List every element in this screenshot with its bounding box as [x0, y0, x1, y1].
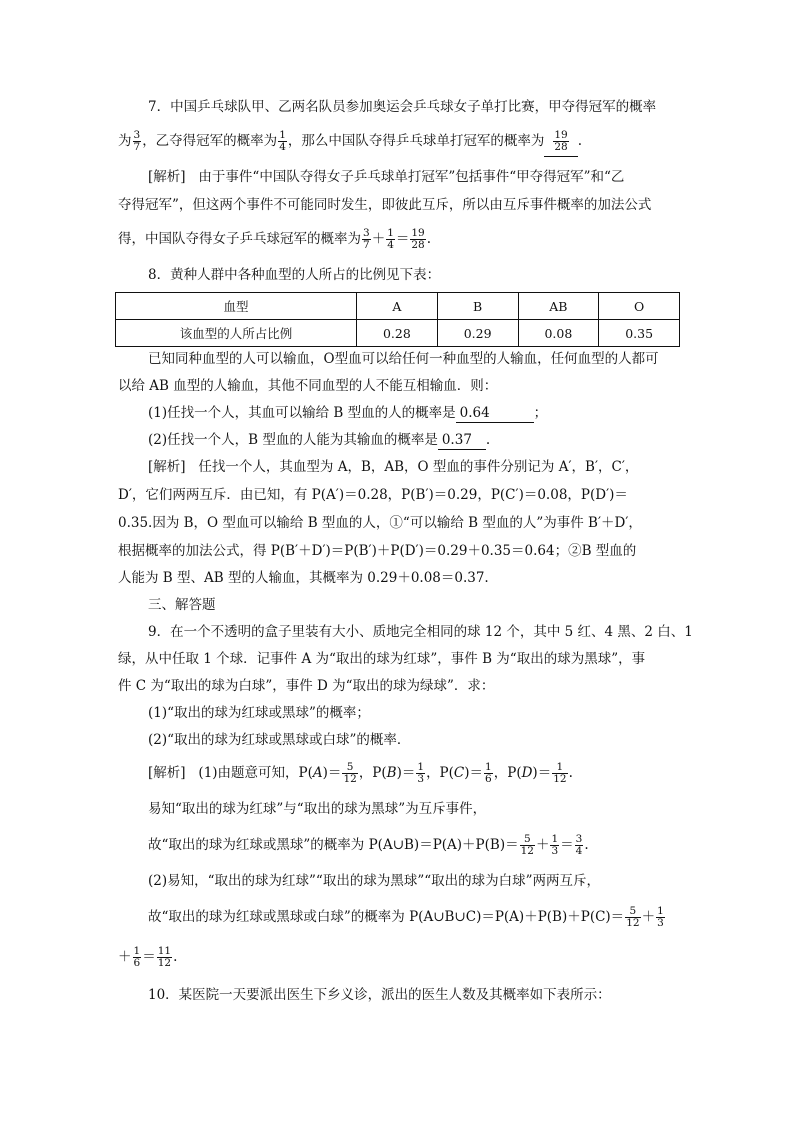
- q8-sub-1: (1)任找一个人，其血可以输给 B 型血的人的概率是 0.64 ；: [148, 405, 548, 421]
- table-cell: 该血型的人所占比例: [116, 320, 357, 347]
- q7-answer-blank: $\frac{19}{28}$: [544, 126, 577, 157]
- fraction: $\frac{3}{7}$: [133, 129, 141, 153]
- q8-sub1-answer: 0.64: [456, 404, 534, 423]
- q9-analysis-5: 故“取出的球为红球或黑球或白球”的概率为 P(A∪B∪C)＝P(A)＋P(B)＋P(C)＝ $\frac{5}{12}$ ＋ $\frac{1}{3}$: [148, 905, 664, 929]
- q9-stem-2: 绿，从中任取 1 个球．记事件 A 为“取出的球为红球”，事件 B 为“取出的球为黑球”，事: [118, 651, 646, 667]
- q8-analysis-1: [解析] 任找一个人，其血型为 A，B，AB，O 型血的事件分别记为 A′，B′，C′，: [148, 459, 639, 475]
- q8-para-1: 已知同种血型的人可以输血，O型血可以给任何一种血型的人输血，任何血型的人都可: [148, 351, 659, 367]
- q8-analysis-5: 人能为 B 型、AB 型的人输血，其概率为 0.29＋0.08＝0.37.: [118, 570, 489, 586]
- table-row: [116, 293, 680, 320]
- table-row: [116, 320, 680, 347]
- table-cell: AB: [518, 293, 599, 320]
- q8-analysis-4: 根据概率的加法公式，得 P(B′＋D′)＝P(B′)＋P(D′)＝0.29＋0.35＝0.64；②B 型血的: [118, 543, 637, 559]
- fraction: $\frac{1}{4}$: [279, 129, 286, 153]
- analysis-label: [解析]: [148, 459, 186, 475]
- table-cell: 0.28: [357, 320, 438, 347]
- q9-sub-1: (1)“取出的球为红球或黑球”的概率；: [148, 705, 370, 721]
- q9-analysis-2: 易知“取出的球为红球”与“取出的球为黑球”为互斥事件，: [148, 801, 487, 817]
- q9-stem-1: 9．在一个不透明的盒子里装有大小、质地完全相同的球 12 个，其中 5 红、4 黑、2 白、1: [148, 624, 693, 640]
- q9-stem-3: 件 C 为“取出的球为白球”，事件 D 为“取出的球为绿球”．求：: [118, 678, 495, 694]
- table-cell: 0.35: [599, 320, 680, 347]
- q7-stem: 7．中国乒乓球队甲、乙两名队员参加奥运会乒乓球女子单打比赛，甲夺得冠军的概率: [148, 99, 657, 115]
- q10-stem: 10．某医院一天要派出医生下乡义诊，派出的医生人数及其概率如下表所示：: [148, 987, 611, 1003]
- q8-sub-2: (2)任找一个人，B 型血的人能为其输血的概率是 0.37 .: [148, 432, 491, 448]
- q8-para-2: 以给 AB 血型的人输血，其他不同血型的人不能互相输血．则：: [118, 378, 498, 394]
- table-cell: 血型: [116, 293, 357, 320]
- q8-analysis-3: 0.35.因为 B，O 型血可以输给 B 型血的人，①“可以输给 B 型血的人”为事件 B′＋D′，: [118, 515, 642, 531]
- q9-analysis-3: 故“取出的球为红球或黑球”的概率为 P(A∪B)＝P(A)＋P(B)＝ $\frac{5}{12}$ ＋ $\frac{1}{3}$ ＝ $\frac{3}{4}$ .: [148, 833, 589, 857]
- blood-type-table: [115, 292, 680, 347]
- q9-analysis-6: ＋ $\frac{1}{6}$ ＝ $\frac{11}{12}$ .: [118, 945, 178, 969]
- table-cell: 0.08: [518, 320, 599, 347]
- analysis-label: [解析]: [148, 169, 186, 185]
- q7-analysis-1: [解析] 由于事件“中国队夺得女子乒乓球单打冠军”包括事件“甲夺得冠军”和“乙: [148, 169, 625, 185]
- table-cell: 0.29: [437, 320, 518, 347]
- table-cell: B: [437, 293, 518, 320]
- q9-analysis-4: (2)易知，“取出的球为红球”“取出的球为黑球”“取出的球为白球”两两互斥，: [148, 873, 601, 889]
- q8-sub2-answer: 0.37: [438, 431, 486, 450]
- q7-analysis-3: 得，中国队夺得女子乒乓球冠军的概率为 $\frac{3}{7}$ ＋ $\frac{1}{4}$ ＝ $\frac{19}{28}$ .: [118, 227, 432, 251]
- q9-analysis-1: [解析] (1)由题意可知，P(A)＝ $\frac{5}{12}$ ，P(B)＝ $\frac{1}{3}$ ，P(C)＝ $\frac{1}{6}$ ，P(D)＝ $\frac{1}{12}$ .: [148, 761, 573, 785]
- q8-analysis-2: D′，它们两两互斥．由已知，有 P(A′)＝0.28，P(B′)＝0.29，P(C′)＝0.08，P(D′)＝: [118, 487, 628, 503]
- q8-stem: 8．黄种人群中各种血型的人所占的比例见下表：: [148, 267, 441, 283]
- table-cell: O: [599, 293, 680, 320]
- analysis-label: [解析]: [148, 765, 186, 781]
- table-cell: A: [357, 293, 438, 320]
- q7-analysis-2: 夺得冠军”，但这两个事件不可能同时发生，即彼此互斥，所以由互斥事件概率的加法公式: [118, 197, 652, 213]
- section-title: 三、解答题: [148, 597, 216, 613]
- q9-sub-2: (2)“取出的球为红球或黑球或白球”的概率．: [148, 732, 411, 748]
- q7-line2: 为 $\frac{3}{7}$ ，乙夺得冠军的概率为 $\frac{1}{4}$ ，那么中国队夺得乒乓球单打冠军的概率为 $\frac{19}{28}$ .: [118, 126, 582, 157]
